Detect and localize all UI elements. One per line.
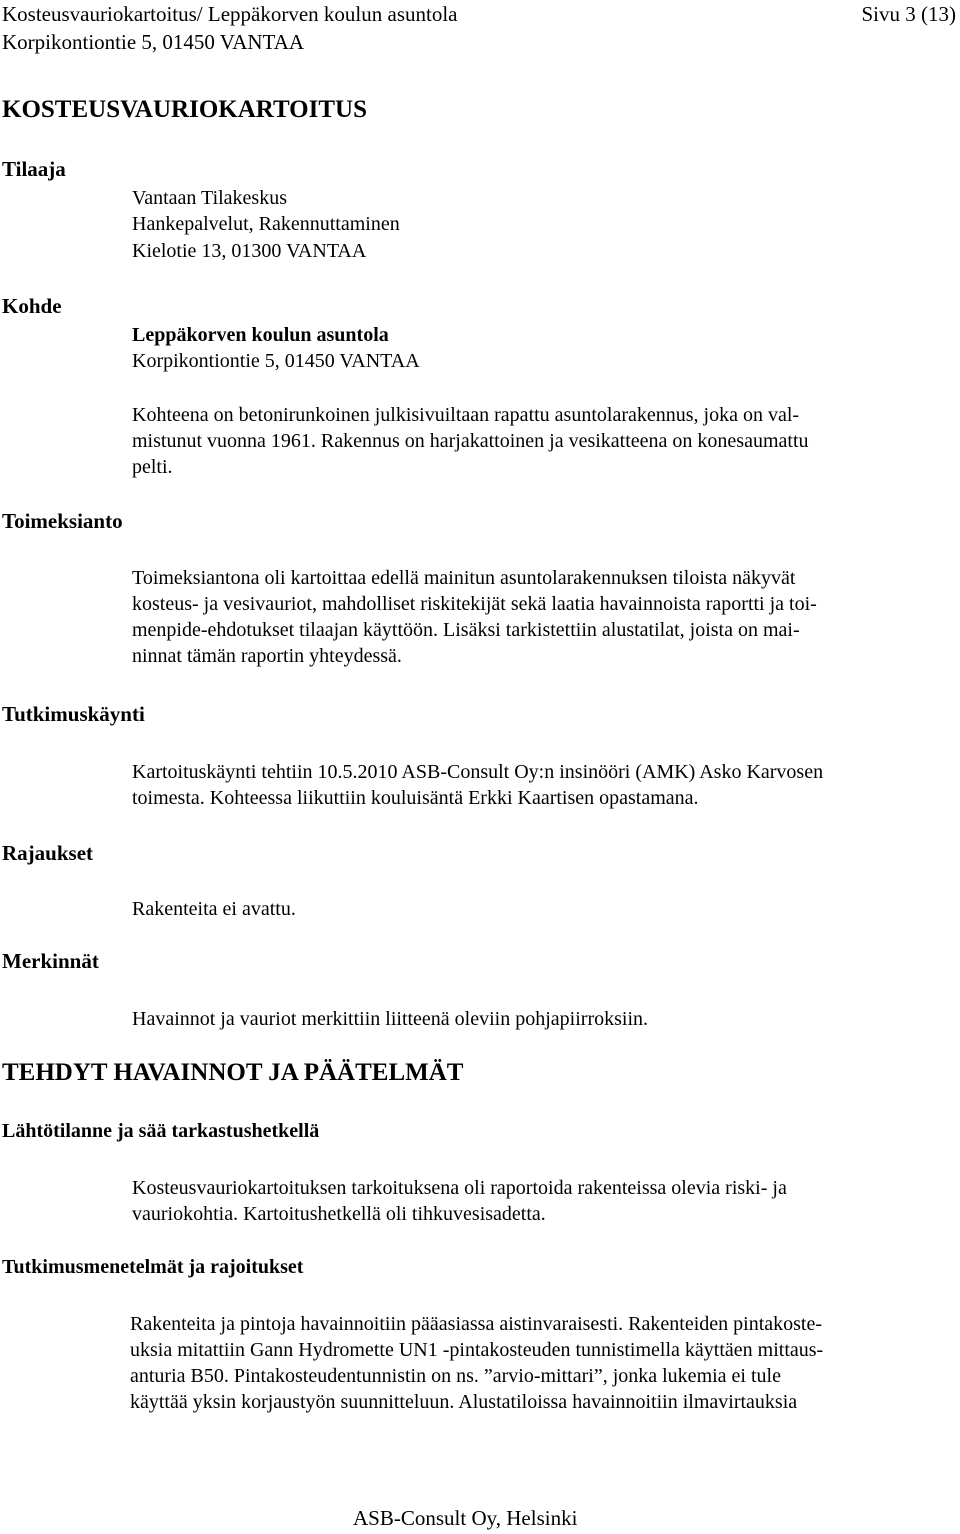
sub1-text (132, 1175, 787, 1227)
tilaaja-line-2: Hankepalvelut, Rakennuttaminen (132, 213, 400, 235)
tutkimuskaynti-text (132, 759, 823, 811)
label-tutkimuskaynti: Tutkimuskäynti (2, 702, 145, 726)
section2-title: TEHDYT HAVAINNOT JA PÄÄTELMÄT (2, 1059, 464, 1086)
sub2-line: Rakenteita ja pintoja havainnoitiin pääasiassa aistinvaraisesti. Rakenteiden pintakoste- (130, 1313, 823, 1335)
kohde-description-line: Kohteena on betonirunkoinen julkisivuiltaan rapattu asuntolarakennus, joka on val- (132, 404, 800, 426)
toimeksianto-line: kosteus- ja vesivauriot, mahdolliset riskitekijät sekä laatia havainnoista raportti ja toi- (132, 593, 817, 615)
sub1-line: Kosteusvauriokartoituksen tarkoituksena oli raportoida rakenteissa olevia riski- ja (132, 1177, 787, 1199)
sub2-text (130, 1311, 823, 1415)
kohde-description-line: mistunut vuonna 1961. Rakennus on harjakattoinen ja vesikatteena on konesaumattu (132, 430, 809, 452)
header-address: Korpikontiontie 5, 01450 VANTAA (2, 30, 305, 54)
label-merkinnat: Merkinnät (2, 949, 99, 973)
sub2-heading: Tutkimusmenetelmät ja rajoitukset (2, 1256, 304, 1278)
toimeksianto-text (132, 565, 817, 669)
kohde-address: Korpikontiontie 5, 01450 VANTAA (132, 350, 420, 372)
tilaaja-line-1: Vantaan Tilakeskus (132, 187, 287, 209)
rajaukset-text: Rakenteita ei avattu. (132, 898, 296, 920)
label-tilaaja: Tilaaja (2, 157, 66, 181)
footer: ASB-Consult Oy, Helsinki (353, 1506, 578, 1530)
merkinnat-text: Havainnot ja vauriot merkittiin liitteenä oleviin pohjapiirroksiin. (132, 1008, 648, 1030)
kohde-name: Leppäkorven koulun asuntola (132, 324, 389, 346)
kohde-description (132, 402, 809, 480)
tutkimuskaynti-line: toimesta. Kohteessa liikuttiin kouluisäntä Erkki Kaartisen opastamana. (132, 787, 699, 809)
kohde-description-line: pelti. (132, 456, 173, 478)
sub1-heading: Lähtötilanne ja sää tarkastushetkellä (2, 1120, 320, 1142)
tilaaja-line-3: Kielotie 13, 01300 VANTAA (132, 240, 367, 262)
tutkimuskaynti-line: Kartoituskäynti tehtiin 10.5.2010 ASB-Consult Oy:n insinööri (AMK) Asko Karvosen (132, 761, 824, 783)
sub1-line: vauriokohtia. Kartoitushetkellä oli tihkuvesisadetta. (132, 1203, 546, 1225)
report-title: KOSTEUSVAURIOKARTOITUS (2, 96, 367, 123)
label-rajaukset: Rajaukset (2, 841, 94, 865)
label-kohde: Kohde (2, 294, 62, 318)
sub2-line: uksia mitattiin Gann Hydromette UN1 -pintakosteuden tunnistimella käyttäen mittaus- (130, 1339, 824, 1361)
sub2-line: käyttää yksin korjaustyön suunnitteluun. Alustatiloissa havainnoitiin ilmavirtauksia (130, 1391, 798, 1413)
toimeksianto-line: menpide-ehdotukset tilaajan käyttöön. Lisäksi tarkistettiin alustatilat, joista on mai- (132, 619, 800, 641)
sub2-line: anturia B50. Pintakosteudentunnistin on ns. ”arvio-mittari”, jonka lukemia ei tule (130, 1365, 781, 1387)
label-toimeksianto: Toimeksianto (2, 509, 123, 533)
toimeksianto-line: ninnat tämän raportin yhteydessä. (132, 645, 402, 667)
header-title: Kosteusvauriokartoitus/ Leppäkorven koulun asuntola (2, 2, 458, 26)
toimeksianto-line: Toimeksiantona oli kartoittaa edellä mainitun asuntolarakennuksen tiloista näkyvät (132, 567, 796, 589)
page-number: Sivu 3 (13) (861, 2, 956, 26)
